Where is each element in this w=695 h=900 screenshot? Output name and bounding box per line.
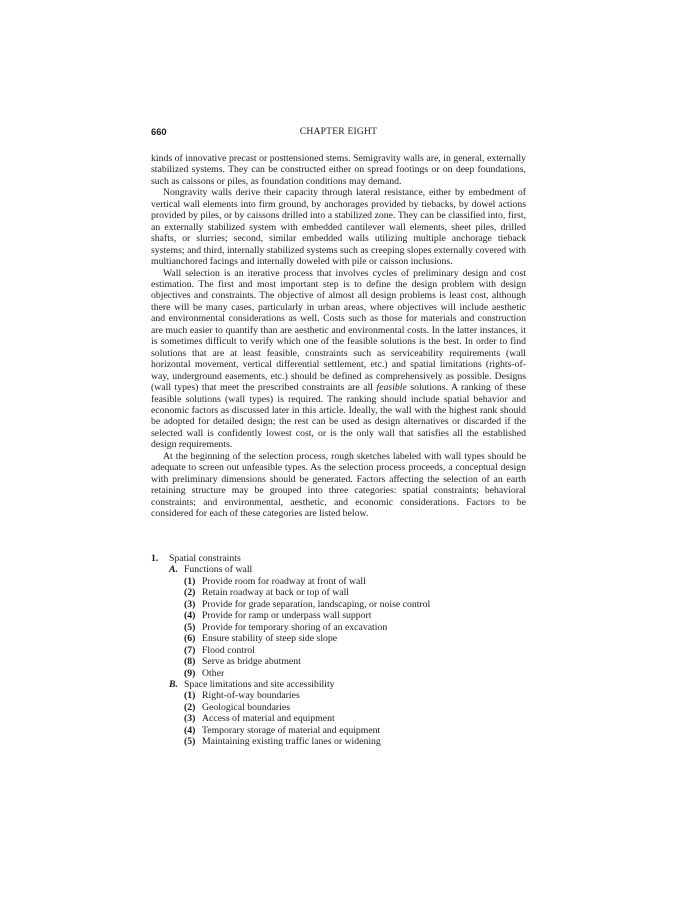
section-title: Space limitations and site accessibility <box>184 678 335 690</box>
item-number: (1) <box>184 575 196 587</box>
item-number: (8) <box>184 656 196 668</box>
item-number: (5) <box>184 736 196 748</box>
item-text: Other <box>202 667 225 679</box>
running-head <box>151 125 526 139</box>
section-title: Functions of wall <box>184 564 253 576</box>
outline-list <box>151 553 526 748</box>
item-number: (1) <box>184 690 196 702</box>
outline-item <box>151 702 526 713</box>
item-text: Serve as bridge abutment <box>202 656 301 668</box>
item-number: (4) <box>184 610 196 622</box>
paragraph-text: kinds of innovative precast or posttensioned stems. Semigravity walls are, in general, externally stabilized systems. They can be constructed either on spread footings or on deep foundations, such as caissons or piles, as foundation conditions may demand. <box>151 153 526 187</box>
outline-item <box>151 690 526 701</box>
item-text: Access of material and equipment <box>202 713 335 725</box>
page-number: 660 <box>151 126 167 137</box>
outline-item <box>151 587 526 598</box>
item-text: Provide room for roadway at front of wall <box>202 575 366 587</box>
outline-item <box>151 576 526 587</box>
item-number: (4) <box>184 724 196 736</box>
body-paragraph <box>151 187 526 267</box>
outline-item <box>151 610 526 621</box>
outline-item <box>151 713 526 724</box>
outline-heading <box>151 553 526 564</box>
section-letter: B. <box>169 678 178 690</box>
emphasized-term: feasible <box>376 382 407 394</box>
paragraph-text: solutions. A ranking of these feasible solutions (wall types) is required. The ranking should include spatial behavior and economic factors as discussed later in this article. Ideally, the wall with the highest rank should be adopted for detailed design; the rest can be used as design alternatives or discarded if the selected wall is confidently lowest cost, or is the only wall that satisfies all the established design requirements. <box>151 382 526 451</box>
item-text: Provide for temporary shoring of an excavation <box>202 621 388 633</box>
item-text: Ensure stability of steep side slope <box>202 633 338 645</box>
outline-item <box>151 725 526 736</box>
item-number: (9) <box>184 667 196 679</box>
item-text: Right-of-way boundaries <box>202 690 300 702</box>
section-letter: A. <box>169 564 178 576</box>
item-number: (2) <box>184 587 196 599</box>
item-number: (3) <box>184 713 196 725</box>
paragraph-text: Nongravity walls derive their capacity through lateral resistance, either by embedment of vertical wall elements into firm ground, by anchorages provided by tiebacks, by dowel actions provided by piles, or by caissons drilled into a stabilized zone. They can be classified into, first, an externally stabilized system with embedded cantilever wall elements, sheet piles, drilled shafts, or slurries; second, similar embedded walls utilizing multiple anchorage tieback systems; and third, internally stabilized systems such as creeping slopes externally covered with multianchored facings and internally doweled with pile or caisson inclusions. <box>151 187 526 268</box>
body-paragraph <box>151 268 526 451</box>
item-text: Provide for ramp or underpass wall support <box>202 610 372 622</box>
item-text: Maintaining existing traffic lanes or widening <box>202 736 381 748</box>
body-text <box>151 153 526 520</box>
item-number: (5) <box>184 621 196 633</box>
body-paragraph <box>151 451 526 520</box>
item-text: Geological boundaries <box>202 701 290 713</box>
outline-item <box>151 656 526 667</box>
outline-sections <box>151 564 526 747</box>
outline-item <box>151 633 526 644</box>
outline-title: Spatial constraints <box>169 553 241 564</box>
outline-section <box>151 564 526 575</box>
item-text: Flood control <box>202 644 255 656</box>
item-number: (2) <box>184 701 196 713</box>
outline-section <box>151 679 526 690</box>
body-paragraph <box>151 153 526 187</box>
paragraph-text: At the beginning of the selection process, rough sketches labeled with wall types should be adequate to screen out unfeasible types. As the selection process proceeds, a conceptual design with preliminary dimensions should be generated. Factors affecting the selection of an earth retaining structure may be grouped into three categories: spatial constraints; behavioral constraints; and environmental, aesthetic, and economic considerations. Factors to be considered for each of these categories are listed below. <box>151 450 526 520</box>
outline-item <box>151 622 526 633</box>
outline-item <box>151 736 526 747</box>
item-text: Provide for grade separation, landscaping, or noise control <box>202 598 431 610</box>
outline-item <box>151 668 526 679</box>
outline-item <box>151 599 526 610</box>
item-text: Retain roadway at back or top of wall <box>202 587 350 599</box>
item-number: (7) <box>184 644 196 656</box>
item-number: (6) <box>184 633 196 645</box>
item-text: Temporary storage of material and equipment <box>202 724 381 736</box>
chapter-title: CHAPTER EIGHT <box>299 126 378 137</box>
item-number: (3) <box>184 598 196 610</box>
paragraph-text: Wall selection is an iterative process that involves cycles of preliminary design and cost estimation. The first and most important step is to define the design problem with design objectives and constraints. The objective of almost all design problems is least cost, although there will be many cases, particularly in urban areas, where objectives will include aesthetic and environmental considerations as well. Costs such as those for materials and construction are much easier to quantify than are aesthetic and environmental costs. In the latter instances, it is sometimes difficult to verify which one of the feasible solutions is the best. In order to find solutions that are at least feasible, constraints such as serviceability requirements (wall horizontal movement, vertical differential settlement, etc.) and spatial limitations (rights-of-way, underground easements, etc.) should be defined as comprehensively as possible. Designs (wall types) that meet the prescribed constraints are all <box>151 267 526 394</box>
outline-item <box>151 645 526 656</box>
outline-number: 1. <box>151 553 159 564</box>
